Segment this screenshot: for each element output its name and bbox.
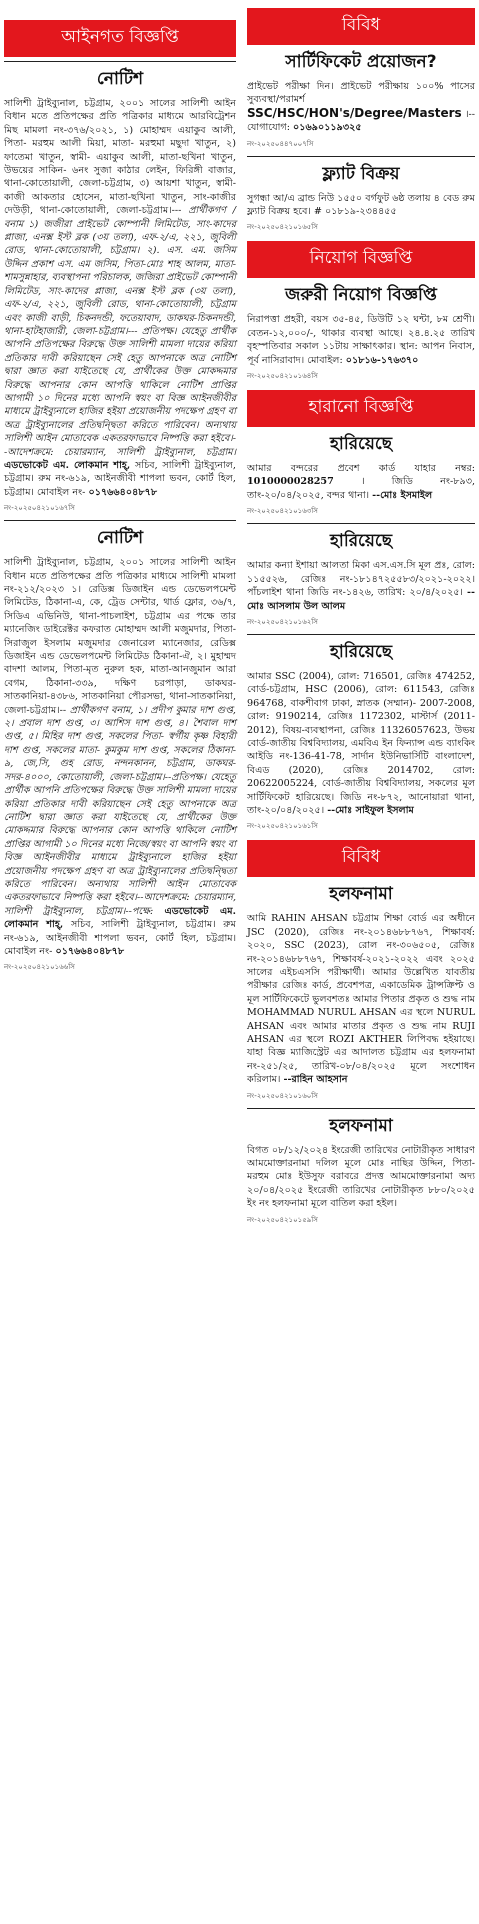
flat-sale-ad <box>247 161 475 234</box>
notice-1 <box>4 66 236 514</box>
misc-banner-1: বিবিধ <box>247 8 475 45</box>
right-column <box>247 0 475 1232</box>
affidavit-1-title: হলফনামা <box>329 884 393 905</box>
notice-2-code: নং-২০২৫০৪২১০১৬৬সি <box>4 963 75 972</box>
affidavit-2-code: নং-২০২৫০৪২১০১৫৯সি <box>247 1215 318 1224</box>
lost-2-code: নং-২০২৫০৪২১০১৬২সি <box>247 617 318 626</box>
certificate-code: নং-২০২৫০৪৪৭০০৭সি <box>247 139 314 148</box>
lost-2-title: হারিয়েছে <box>329 531 393 552</box>
lost-banner: হারানো বিজ্ঞপ্তি <box>247 390 475 427</box>
affidavit-1-code: নং-২০২৫০৪২১০১৬০সি <box>247 1091 318 1100</box>
certificate-ad <box>247 49 475 150</box>
notice-1-title: নোটিশ <box>96 69 144 89</box>
flat-sale-body: সুগন্ধা আ/এ ব্রান্ড নিউ ১৫৫০ বর্গফুট ৬ষ্ঠ তলায় ৪ বেড রুম ফ্ল্যাট বিক্রয় হবে। # ০১৮১৯-২৩৪৪৫৫ <box>247 192 475 218</box>
flat-sale-title: ফ্ল্যাট বিক্রয় <box>322 163 400 184</box>
lost-1-code: নং-২০২৫০৪২১০১৬৩সি <box>247 507 318 516</box>
lost-ad-1 <box>247 431 475 517</box>
misc-banner-2: বিবিধ <box>247 840 475 877</box>
certificate-title: সার্টিফিকেট প্রয়োজন? <box>285 52 437 72</box>
lost-1-body: আমার বন্দরের প্রবেশ কার্ড যাহার নম্বর: 1010000028257 । জিডি নং-৮৯৩, তাং-২০/০৪/২০২৫, বন্দর থানা। --মোঃ ইসমাইল <box>247 463 475 501</box>
notice-1-code: নং-২০২৫০৪২১০১৬৭সি <box>4 504 75 513</box>
lost-ad-3 <box>247 639 475 832</box>
affidavit-1 <box>247 881 475 1101</box>
legal-notice-banner: আইনগত বিজ্ঞপ্তি <box>4 20 236 57</box>
notice-1-body: সালিশী ট্রাইব্যুনাল, চট্টগ্রাম, ২০০১ সালের সালিশী আইন বিধান মতে প্রতিপক্ষের প্রতি পত্রিকার মাধ্যমে আরবিট্রেশন মিছ মামলা নং-৩৭৬/২০২১, ১) মোহাম্মদ এয়াকুব আলী, পিতা- মরহুম আলী মিয়া, মাতা- মরহুমা মছুদা খাতুন, ২) ফাতেমা খাতুন, স্বামী- এয়াকুব আলী, মাতা-ছখিনা খাতুন, উভয়ের সাকিন- ৬নং সুজা কাঠার লেইন, ফিরিঙ্গী বাজার, থানা-কোতোয়ালী, জেলা-চট্টগ্রাম, ৩) আয়শা খাতুন, স্বামী- কাজী আকতার হোসেন, মাতা-ছখিনা খাতুন, সাং-কাজীর দেউড়ী, থানা-কোতোয়ালী, জেলা-চট্টগ্রাম।--- প্রার্থীকগণ / বনাম ১) জজীরা প্রাইভেট কোম্পানী লিমিটেড, সাং-কাদের প্লাজা, এনক্স ইস্ট ব্লক (৩য় তলা), এফ-২/এ, ২২১, জুবিলী রোড, থানা-কোতোয়ালী, চট্টগ্রাম। ২). এস. এম. জসিম উদ্দিন প্রকাশ এস. এম জসিম, পিতা-মোঃ শাহ আলম, মাতা-শামসুন্নাহার, ব্যবস্থাপনা পরিচালক, জজিরা প্রাইভেট কোম্পানী লিমিটেড, সাং-কাদের প্লাজা, এনক্স ইস্ট ব্লক (৩য় তলা), এফ-২/এ, ২২১, জুবিলী রোড, থানা-কোতোয়ালী, চট্টগ্রাম এবং কাজী বাড়ী, চিকনদন্ডী, ফতেয়াবাদ, ডাকঘর-চিকনদন্ডী, থানা-হাটহাজারী, জেলা-চট্টগ্রাম।--- প্রতিপক্ষ। যেহেতু প্রার্থীক আপনি প্রতিপক্ষের বিরুদ্ধে উক্ত সালিশী মামলা দায়ের করিয়া প্রতিকার দাবী করিয়াছেন সেই হেতু আপনাকে অত্র নোটিশ দ্বারা জ্ঞাত করা যাইতেছে যে, প্রার্থীকের উক্ত মোকদ্দমার বিরুদ্ধে আপনার কোন আপত্তি থাকিলে নোটিশ প্রাপ্তির আগামী ১০ দিনের মধ্যে আপনি স্বয়ং বা বিজ্ঞ আইনজীবীর মাধ্যমে ট্রাইব্যুনালে হাজির হইয়া প্রয়োজনীয় পদক্ষেপ গ্রহণ বা অত্র ট্রাইব্যুনালের প্রতিদ্বন্দ্বিতা করিতে পারিবেন। অন্যথায় সালিশী আইন মোতাবেক একতরফাভাবে নিষ্পত্তি করা হইবে।--আদেশক্রমে: চেয়ারম্যান, সালিশী ট্রাইব্যুনাল, চট্টগ্রাম। এডভোকেট এম. লোকমান শাহ্, সচিব, সালিশী ট্রাইব্যুনাল, চট্টগ্রাম। রুম নং-৬১৯, আইনজীবী শাপলা ভবন, কোর্ট হিল, চট্টগ্রাম। মোবাইল নং- ০১৭৬৬৪০৪৮৭৮ <box>4 98 236 498</box>
job-code: নং-২০২৫০৪২১০১৬৪সি <box>247 372 318 381</box>
affidavit-2-title: হলফনামা <box>329 1115 393 1136</box>
lost-3-code: নং-২০২৫০৪২১০১৬১সি <box>247 822 318 831</box>
lost-1-title: হারিয়েছে <box>329 434 393 455</box>
job-banner: নিয়োগ বিজ্ঞপ্তি <box>247 241 475 278</box>
notice-2-body: সালিশী ট্রাইব্যুনাল, চট্টগ্রাম, ২০০১ সালের সালিশী আইন বিধান মতে প্রতিপক্ষের প্রতি পত্রিকার মাধ্যমে সালিশী মামলা নং-২১২/২০২৩ ১। রেডিক্স ডিজাইন এন্ড ডেভেলপমেন্ট লিমিটেড, ঠিকানা-এ, কে, ট্রেড সেন্টার, থার্ড ফ্লোর, ৩৬/৭, সিডিএ এভিনিউ, থানা-পাচলাইশ, চট্টগ্রাম এর পক্ষে তার ম্যানেজিং ডাইরেক্টর কফরাত মোহাম্মদ আলী মজুমদার, পিতা-সিরাজুল ইসলাম মজুমদার জেনারেল ম্যানেজার, রেডিক্স ডিজাইন এন্ড ডেভেলপমেন্ট লিমিটেড ঠিকানা-ঐ, ২। মুহাম্মদ বাদশা আলম, পিতা-মৃত নুরুল হক, মাতা-আনজুমান আরা বেগম, ঠিকানা-৩৩৯, দক্ষিণ চরপাড়া, ডাকঘর-সাতকানিয়া-৪৩৮৬, সাতকানিয়া পৌরসভা, থানা-সাতকানিয়া, জেলা-চট্টগ্রাম।-- প্রার্থীকগণ বনাম, ১। প্রদীপ কুমার দাশ গুপ্ত, ২। প্রবাল দাশ গুপ্ত, ৩। আশিস দাশ গুপ্ত, ৪। শৈবাল দাশ গুপ্ত, ৫। মিহির দাশ গুপ্ত, সকলের পিতা- স্বর্গীয় কৃষ্ণ বিহারী দাশ গুপ্ত, সকলের মাতা- কুমকুম দাশ গুপ্ত, সকলের ঠিকানা- ৯, জে,সি, গুহ রোড, নন্দনকানন, চট্টগ্রাম, ডাকঘর-সদর-৪০০০, কোতোয়ালী, জেলা-চট্টগ্রাম।--প্রতিপক্ষ। যেহেতু প্রার্থীক আপনি প্রতিপক্ষের বিরুদ্ধে উক্ত সালিশী মামলা দায়ের করিয়া প্রতিকার দাবী করিয়াছেন সেই হেতু আপনাকে অত্র নোটিশ দ্বারা জ্ঞাত করা যাইতেছে যে, প্রার্থীকের উক্ত মোকদ্দমার বিরুদ্ধে আপনার কোন আপত্তি থাকিলে নোটিশ প্রাপ্তির আগামী ১০ দিনের মধ্যে নিজে/স্বয়ং বা আপনি স্বয়ং বা বিজ্ঞ আইনজীবীর মাধ্যমে ট্রাইব্যুনালে হাজির হইয়া প্রয়োজনীয় পদক্ষেপ গ্রহণ বা অত্র ট্রাইব্যুনালের প্রতিদ্বন্দ্বিতা করিতে পারিবেন। অন্যথায় সালিশী আইন মোতাবেক একতরফাভাবে নিষ্পত্তি করা হইবে।--আদেশক্রমে: চেয়ারম্যান, সালিশী ট্রাইব্যুনাল, চট্টগ্রাম।--পক্ষে: এডভোকেট এম. লোকমান শাহ্, সচিব, সালিশী ট্রাইব্যুনাল, চট্টগ্রাম। রুম নং-৬১৯, আইনজীবী শাপলা ভবন, কোর্ট হিল, চট্টগ্রাম। মোবাইল নং- ০১৭৬৬৪০৪৮৭৮ <box>4 557 236 957</box>
lost-ad-2 <box>247 528 475 628</box>
lost-2-body: আমার কন্যা ইশায়া আলতা মিকা এস.এস.সি মূল প্রঃ, রোল: ১১৫৫২৬, রেজিঃ নং-১৮১৪৭২৫৫৮৩/২০২১-২০২২। পাঁচলাইশ থানা জিডি নং-১৪২৬, তারিখ: ২০/৪/২০২৫। --মোঃ আসলাম উল আলম <box>247 560 475 612</box>
affidavit-2 <box>247 1113 475 1226</box>
lost-3-title: হারিয়েছে <box>329 641 393 662</box>
job-ad <box>247 282 475 382</box>
lost-3-body: আমার SSC (2004), রোল: 716501, রেজিঃ 474252, বোর্ড-চট্টগ্রাম, HSC (2006), রোল: 611543, রেজিঃ 964768, বাকশীবাগ ঢাকা, স্নাতক (সম্মান)- 2007-2008, রোল: 9190214, রেজিঃ 1172302, মাস্টার্স (2011-2012), বিষয়-ব্যবস্থাপনা, রেজিঃ 11326057623, উভয় বোর্ড-জাতীয় বিশ্ববিদ্যালয়, এমবিএ ইন ফিন্যান্স এন্ড ব্যাংকিং আইডি নং-136-41-78, সার্দান ইউনিভার্সিটি বাংলাদেশ, বিএড (2020), রেজিঃ 2014702, রোল: 20622005224, বোর্ড-জাতীয় বিশ্ববিদ্যালয়, সকলের মূল সার্টিফিকেট হারিয়েছে। জিডি নং-৮৭২, আনোয়ারা থানা, তাং-২০/০৪/২০২৫। --মোঃ সাইফুল ইসলাম <box>247 670 475 816</box>
left-column <box>4 0 236 979</box>
notice-2-title: নোটিশ <box>96 528 144 549</box>
certificate-body: প্রাইভেট পরীক্ষা দিন। প্রাইভেট পরীক্ষায় ১০০% পাসের সুব্যবস্থা/পরামর্শ SSC/HSC/HON's/Degree/Masters ।--যোগাযোগ: ০১৬৯০১১৯৩২৫ <box>247 81 475 134</box>
affidavit-2-body: বিগত ০৮/১২/২০২৪ ইংরেজী তারিখের নোটারীকৃত সাধারণ আমমোক্তারনামা দলিল মূলে মোঃ নাছির উদ্দিন, পিতা-মরহুম মোঃ ইউসুফ বরাবরে প্রদত্ত আমমোক্তারনামা অদ্য ২০/০৪/২০২৫ ইংরেজী তারিখের নোটারীকৃত ৮৮০/২০২৫ ইং নং হলফনামা মূলে বাতিল করা হইল। <box>247 1144 475 1210</box>
job-title: জরুরী নিয়োগ বিজ্ঞপ্তি <box>285 285 437 306</box>
flat-sale-code: নং-২০২৫০৪২১০১৬৫সি <box>247 223 318 232</box>
notice-2 <box>4 525 236 973</box>
affidavit-1-body: আমি RAHIN AHSAN চট্টগ্রাম শিক্ষা বোর্ড এর অধীনে JSC (2020), রেজিঃ নং-২০১৪৬৮৮৭৬৭, শিক্ষাবর্ষ: ২০২০, SSC (2023), রোল নং-৩০৬৫০৫, রেজিঃ নং-২০১৪৬৮৮৭৬৭, শিক্ষাবর্ষ-২০২১-২০২২ এবং ২০২৫ সালের এইচএসসি পরীক্ষার্থী। আমার উল্লেখিত যাবতীয় পরীক্ষার রেজিঃ কার্ড, প্রবেশপত্র, একাডেমিক ট্রান্সক্রিপ্ট ও মূল সার্টিফিকেটে ভুলবশতঃ আমার পিতার প্রকৃত ও শুদ্ধ নাম MOHAMMAD NURUL AHSAN এর স্থলে NURUL AHSAN এবং আমার মাতার প্রকৃত ও শুদ্ধ নাম RUJI AHSAN এর স্থলে ROZI AKTHER লিপিবদ্ধ হইয়াছে। যাহা বিজ্ঞ ম্যাজিস্ট্রেট এর আদালত চট্টগ্রাম এর হলফনামা নং-২৫১/২৫, তারিখ-০৮/০৪/২০২৫ মূলে সংশোধন করিলাম। --রাহিন আহসান <box>247 913 475 1086</box>
job-body: নিরাপত্তা প্রহরী, বয়স ৩৫-৪৫, ডিউটি ১২ ঘন্টা, ৮ম শ্রেণী। বেতন-১২,০০০/-, থাকার ব্যবস্থা আছে। ২৪.৪.২৫ তারিখ বৃহস্পতিবার সকাল ১১টায় সাক্ষাৎকার। স্থান: আপন নিবাস, পূর্ব নাসিরাবাদ। মোবাইল: ০১৮১৬-১৭৬৩৭০ <box>247 314 475 366</box>
